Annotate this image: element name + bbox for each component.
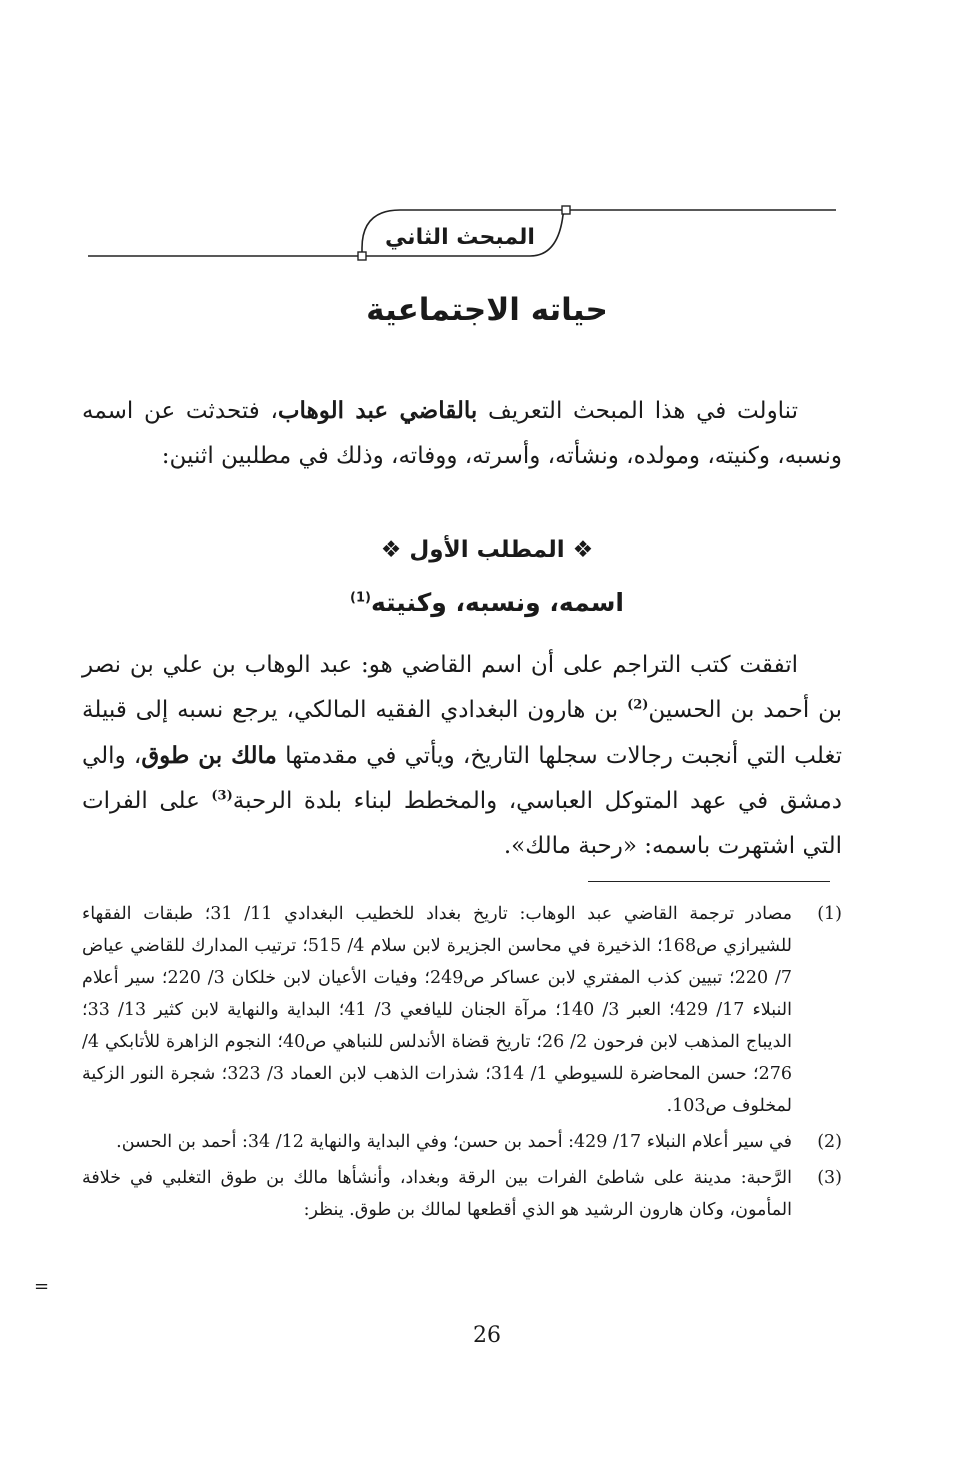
footnote-number: (2)	[817, 1132, 842, 1152]
footnote-number: (3)	[817, 1168, 842, 1188]
body-text-1: اتفقت كتب التراجم على أن اسم القاضي هو: عبد الوهاب بن علي بن نصر بن أحمد بن الحسين	[82, 652, 842, 723]
intro-bold-name: بالقاضي عبد الوهاب	[277, 397, 478, 424]
body-text-4: على الفرات التي اشتهرت باسمه: «رحبة مالك».	[82, 788, 842, 859]
footnote-2	[82, 1126, 842, 1158]
footnote-separator	[588, 881, 830, 882]
chapter-title: حياته الاجتماعية	[366, 292, 608, 328]
ornament-square-bottom	[358, 252, 366, 260]
footnote-1	[82, 898, 842, 1122]
intro-text-2: ، فتحدثت عن اسمه ونسبه، وكنيته، ومولده، ونشأته، وأسرته، ووفاته، وذلك في مطلبين اثنين:	[82, 398, 842, 469]
footnote-ref-2: (2)	[627, 697, 649, 713]
footnote-text: في سير أعلام النبلاء 17/ 429: أحمد بن حسن؛ وفي البداية والنهاية 12/ 34: أحمد بن الحسن.	[116, 1132, 792, 1152]
intro-text-1: تناولت في هذا المبحث التعريف	[488, 398, 799, 424]
footnote-3	[82, 1162, 842, 1226]
body-text-3: ، والي دمشق في عهد المتوكل العباسي، والمخطط لبناء بلدة الرحبة	[82, 743, 842, 814]
footnote-number: (1)	[817, 904, 842, 924]
body-text-2: بن هارون البغدادي الفقيه المالكي، يرجع نسبه إلى قبيلة تغلب التي أنجبت رجالات سجلها التاريخ، ويأتي في مقدمتها	[82, 697, 842, 769]
section-label: المبحث الثاني	[385, 225, 535, 250]
footnote-continuation-mark: =	[34, 1276, 50, 1297]
footnote-text: الرَّحبة: مدينة على شاطئ الفرات بين الرقة وبغداد، وأنشأها مالك بن طوق التغلبي في خلافة المأمون، وكان هارون الرشيد هو الذي أقطعها لمالك بن طوق. ينظر:	[82, 1168, 792, 1220]
body-bold-name: مالك بن طوق	[141, 742, 277, 769]
matlab-heading: ❖ المطلب الأول ❖	[380, 537, 594, 563]
section-header-ornament	[0, 0, 974, 300]
footnotes	[82, 898, 842, 1230]
matlab-title-text: اسمه، ونسبه، وكنيته	[370, 588, 625, 617]
matlab-title	[0, 588, 974, 617]
page-number: 26	[473, 1323, 501, 1348]
footnote-ref-3: (3)	[211, 788, 233, 804]
footnote-text: مصادر ترجمة القاضي عبد الوهاب: تاريخ بغداد للخطيب البغدادي 11/ 31؛ طبقات الفقهاء للشيرازي ص168؛ الذخيرة في محاسن الجزيرة لابن سلام 4/ 515؛ ترتيب المدارك للقاضي عياض 7/ 220؛ تبيين كذب المفتري لابن عساكر ص249؛ وفيات الأعيان لابن خلكان 3/ 220؛ سير أعلام النبلاء 17/ 429؛ العبر 3/ 140؛ مرآة الجنان لليافعي 3/ 41؛ البداية والنهاية لابن كثير 13/ 33؛ الديباج المذهب لابن فرحون 2/ 26؛ تاريخ قضاة الأندلس للنباهي ص40؛ النجوم الزاهرة للأتابكي 4/ 276؛ حسن المحاضرة للسيوطي 1/ 314؛ شذرات الذهب لابن العماد 3/ 323؛ شجرة النور الزكية لمخلوف ص103.	[82, 904, 793, 1116]
footnote-ref-1: (1)	[349, 590, 371, 606]
ornament-square-top	[562, 206, 570, 214]
intro-paragraph	[82, 388, 842, 479]
main-paragraph	[82, 643, 842, 869]
